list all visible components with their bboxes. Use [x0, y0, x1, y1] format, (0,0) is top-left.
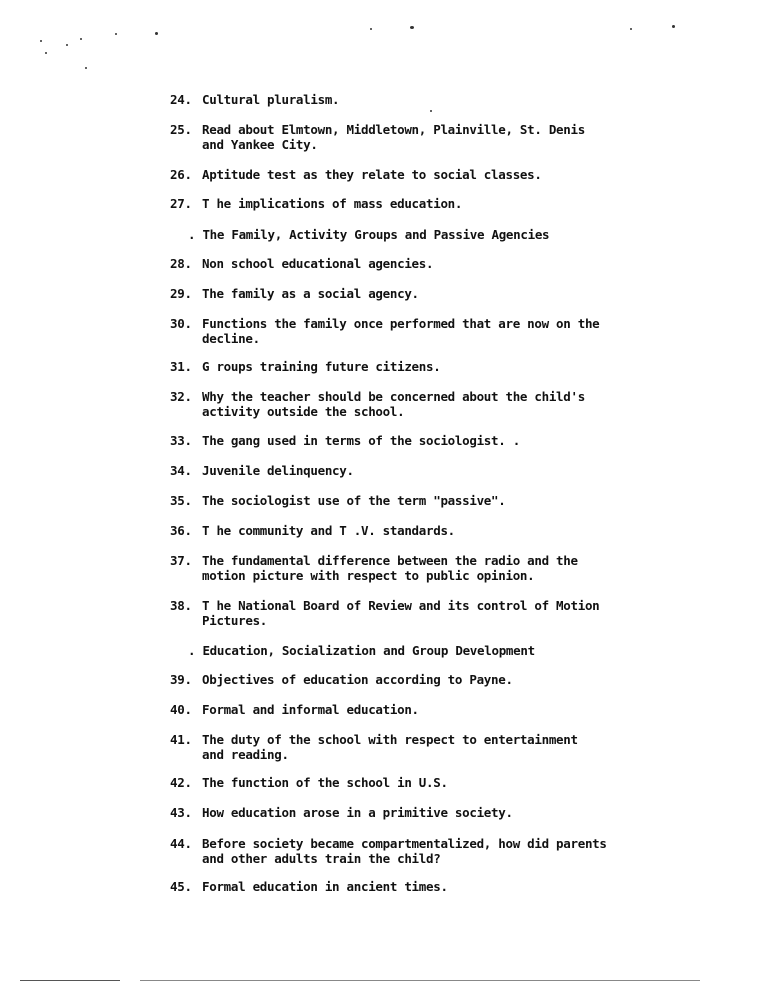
item-number: 24. [170, 92, 192, 107]
list-item [170, 196, 640, 211]
item-text: Juvenile delinquency. [202, 463, 354, 478]
item-number: 26. [170, 167, 192, 182]
item-text: The gang used in terms of the sociologist. . [202, 433, 520, 448]
scan-edge-line [140, 980, 700, 981]
item-text: Non school educational agencies. [202, 256, 434, 271]
item-text: The family as a social agency. [202, 286, 419, 301]
item-text: Formal and informal education. [202, 702, 419, 717]
list-item [170, 463, 640, 478]
item-number: 37. [170, 553, 192, 568]
item-text: Aptitude test as they relate to social classes. [202, 167, 542, 182]
list-item [170, 553, 640, 583]
list-item [170, 286, 640, 301]
list-item [170, 316, 640, 346]
item-text: Cultural pluralism. [202, 92, 340, 107]
list-item [170, 775, 640, 790]
list-item [170, 167, 640, 182]
list-item [170, 256, 640, 271]
item-text: The function of the school in U.S. [202, 775, 448, 790]
list-item [170, 672, 640, 687]
item-text: Functions the family once performed that are now on the decline. [202, 316, 600, 346]
item-text: Formal education in ancient times. [202, 879, 448, 894]
item-number: 30. [170, 316, 192, 331]
item-text: Read about Elmtown, Middletown, Plainville, St. Denis and Yankee City. [202, 122, 585, 152]
item-number: 27. [170, 196, 192, 211]
item-number: 42. [170, 775, 192, 790]
item-number: 39. [170, 672, 192, 687]
item-number: 40. [170, 702, 192, 717]
scan-edge-line [20, 980, 120, 981]
list-item [170, 433, 640, 448]
list-item [170, 493, 640, 508]
item-number: 41. [170, 732, 192, 747]
list-item [170, 359, 640, 374]
scan-speck [40, 40, 42, 42]
section-heading: . The Family, Activity Groups and Passive Agencies [188, 227, 550, 242]
list-item [170, 879, 640, 894]
item-text: Why the teacher should be concerned about the child's activity outside the school. [202, 389, 585, 419]
list-item [170, 598, 640, 628]
scan-speck [630, 28, 632, 30]
list-item [170, 805, 640, 820]
item-number: 45. [170, 879, 192, 894]
item-text: Objectives of education according to Payne. [202, 672, 513, 687]
list-item [170, 389, 640, 419]
item-number: 34. [170, 463, 192, 478]
item-number: 32. [170, 389, 192, 404]
scan-speck [85, 67, 87, 69]
section-heading: . Education, Socialization and Group Development [188, 643, 535, 658]
item-text: The duty of the school with respect to entertainment and reading. [202, 732, 578, 762]
scan-speck [155, 32, 158, 35]
list-item [170, 122, 640, 152]
list-item [170, 92, 640, 107]
list-item [170, 732, 640, 762]
item-number: 25. [170, 122, 192, 137]
item-text: The sociologist use of the term "passive". [202, 493, 506, 508]
list-item [170, 836, 640, 866]
scan-speck [45, 52, 47, 54]
list-item [170, 702, 640, 717]
item-number: 36. [170, 523, 192, 538]
item-text: T he National Board of Review and its control of Motion Pictures. [202, 598, 600, 628]
item-number: 38. [170, 598, 192, 613]
item-text: T he implications of mass education. [202, 196, 463, 211]
scan-speck [66, 44, 68, 46]
list-item [170, 523, 640, 538]
item-text: The fundamental difference between the radio and the motion picture with respect to public opinion. [202, 553, 578, 583]
scan-speck [115, 33, 117, 35]
item-number: 44. [170, 836, 192, 851]
item-number: 28. [170, 256, 192, 271]
item-text: How education arose in a primitive society. [202, 805, 513, 820]
item-number: 29. [170, 286, 192, 301]
scan-speck [80, 38, 82, 40]
scan-speck [370, 28, 372, 30]
item-text: G roups training future citizens. [202, 359, 441, 374]
item-number: 43. [170, 805, 192, 820]
item-text: Before society became compartmentalized, how did parents and other adults train the child? [202, 836, 607, 866]
scan-speck [410, 26, 414, 29]
scan-speck [430, 110, 432, 112]
item-text: T he community and T .V. standards. [202, 523, 455, 538]
scan-speck [672, 25, 675, 28]
item-number: 33. [170, 433, 192, 448]
item-number: 31. [170, 359, 192, 374]
item-number: 35. [170, 493, 192, 508]
